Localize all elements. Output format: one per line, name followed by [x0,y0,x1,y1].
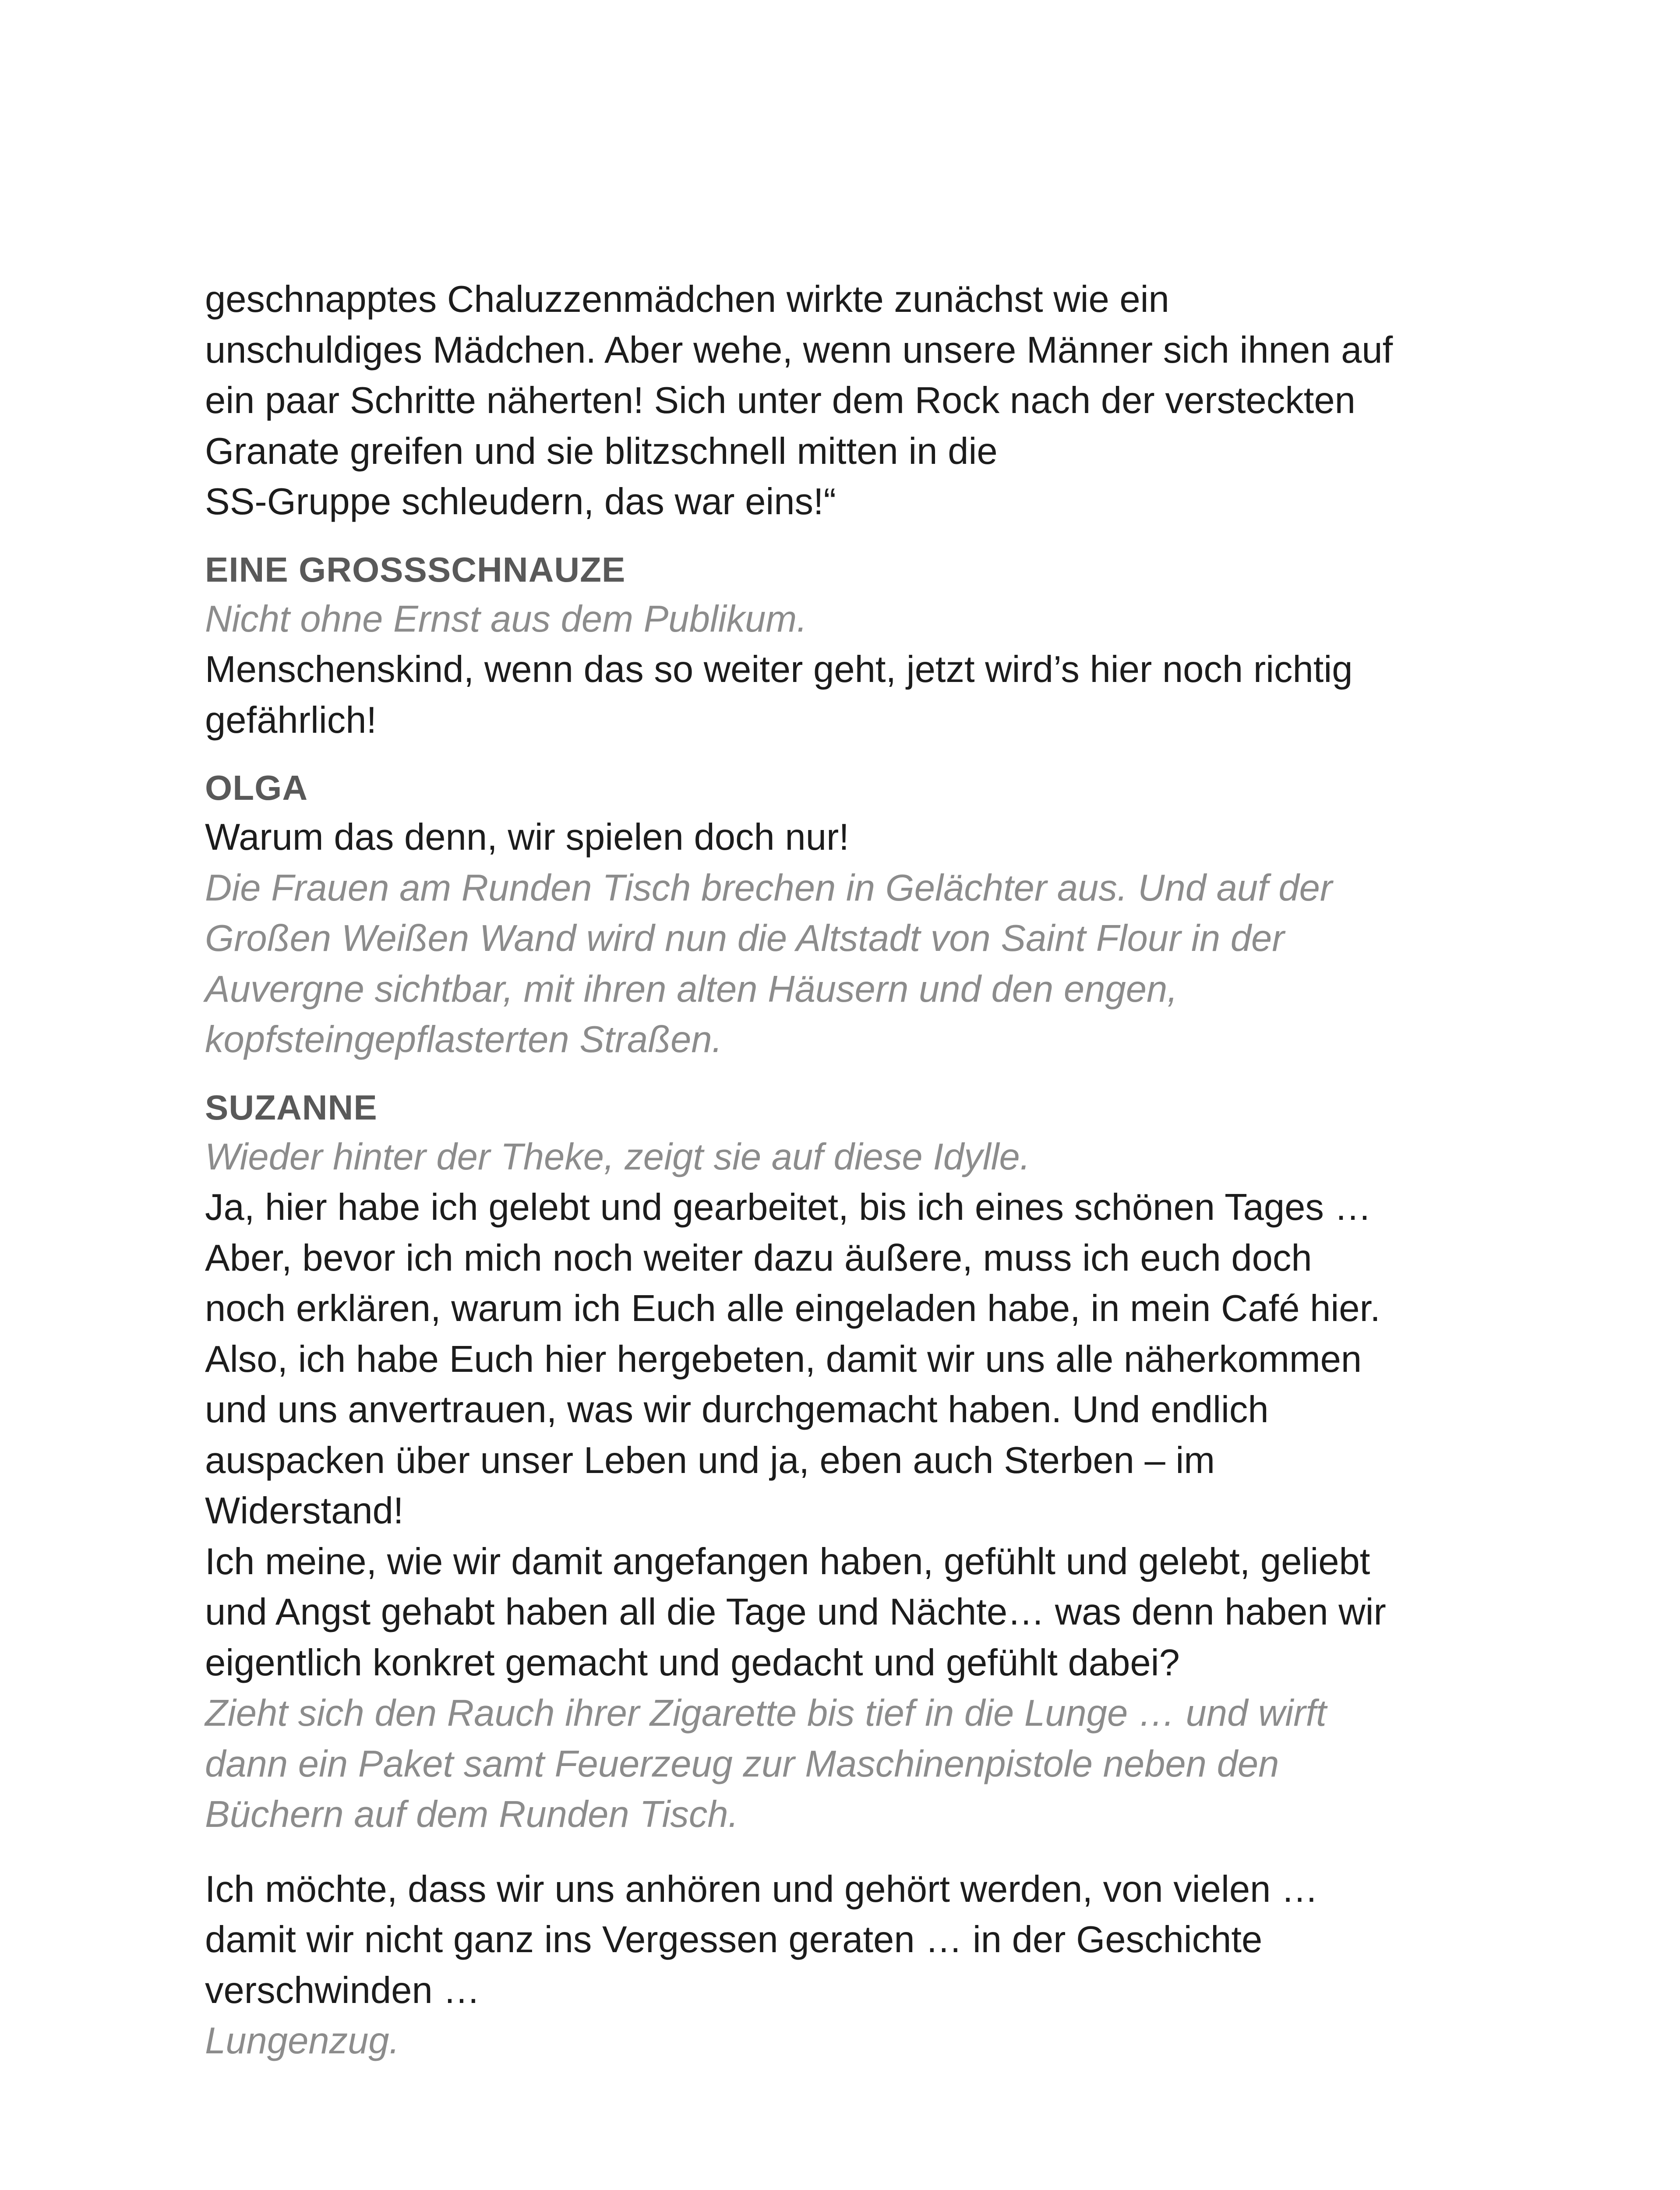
text-line: SS-Gruppe schleudern, das war eins!“ [205,481,836,523]
stage-direction: Wieder hinter der Theke, zeigt sie auf diese Idylle. [205,1136,1031,1178]
page-content [205,274,1475,2066]
text-line: Aber, bevor ich mich noch weiter dazu äußere, muss ich euch doch [205,1237,1312,1279]
text-line: Menschenskind, wenn das so weiter geht, jetzt wird’s hier noch richtig [205,649,1353,690]
speaker-name: EINE GROSSSCHNAUZE [205,550,626,589]
text-line: eigentlich konkret gemacht und gedacht und gefühlt dabei? [205,1642,1180,1684]
text-line: damit wir nicht ganz ins Vergessen geraten … in der Geschichte [205,1919,1263,1960]
text-line: verschwinden … [205,1969,480,2011]
dialogue-olga [205,764,1475,1065]
dialogue-grossschnauze [205,546,1475,746]
text-line: gefährlich! [205,699,377,741]
stage-direction: Büchern auf dem Runden Tisch. [205,1794,739,1835]
stage-direction: Zieht sich den Rauch ihrer Zigarette bis tief in die Lunge … und wirft [205,1692,1327,1734]
text-line: auspacken über unser Leben und ja, eben auch Sterben – im [205,1439,1215,1481]
stage-direction: Die Frauen am Runden Tisch brechen in Gelächter aus. Und auf der [205,867,1333,909]
text-line: Granate greifen und sie blitzschnell mitten in die [205,430,998,472]
stage-direction: kopfsteingepflasterten Straßen. [205,1019,723,1060]
stage-direction: Großen Weißen Wand wird nun die Altstadt von Saint Flour in der [205,918,1285,959]
speaker-name: SUZANNE [205,1088,378,1127]
opening-paragraph [205,274,1475,527]
text-line: Ich meine, wie wir damit angefangen haben, gefühlt und gelebt, geliebt [205,1540,1370,1582]
text-line: und uns anvertrauen, was wir durchgemacht haben. Und endlich [205,1389,1269,1431]
stage-direction: Lungenzug. [205,2020,400,2062]
text-line: Warum das denn, wir spielen doch nur! [205,816,849,858]
stage-direction: dann ein Paket samt Feuerzeug zur Maschinenpistole neben den [205,1743,1279,1785]
text-line: Ich möchte, dass wir uns anhören und gehört werden, von vielen … [205,1868,1318,1910]
speaker-name: OLGA [205,768,308,807]
text-line: ein paar Schritte näherten! Sich unter dem Rock nach der versteckten [205,380,1355,421]
text-line: Ja, hier habe ich gelebt und gearbeitet, bis ich eines schönen Tages … [205,1187,1372,1228]
text-line: noch erklären, warum ich Euch alle eingeladen habe, in mein Café hier. [205,1288,1380,1329]
dialogue-suzanne [205,1084,1475,1840]
stage-direction: Nicht ohne Ernst aus dem Publikum. [205,598,807,640]
stage-direction: Auvergne sichtbar, mit ihren alten Häusern und den engen, [205,968,1178,1010]
suzanne-continued [205,1864,1475,2066]
text-line: Also, ich habe Euch hier hergebeten, damit wir uns alle näherkommen [205,1338,1362,1380]
text-line: Widerstand! [205,1490,404,1532]
text-line: geschnapptes Chaluzzenmädchen wirkte zunächst wie ein [205,279,1169,320]
text-line: und Angst gehabt haben all die Tage und Nächte… was denn haben wir [205,1591,1386,1633]
text-line: unschuldiges Mädchen. Aber wehe, wenn unsere Männer sich ihnen auf [205,329,1393,371]
